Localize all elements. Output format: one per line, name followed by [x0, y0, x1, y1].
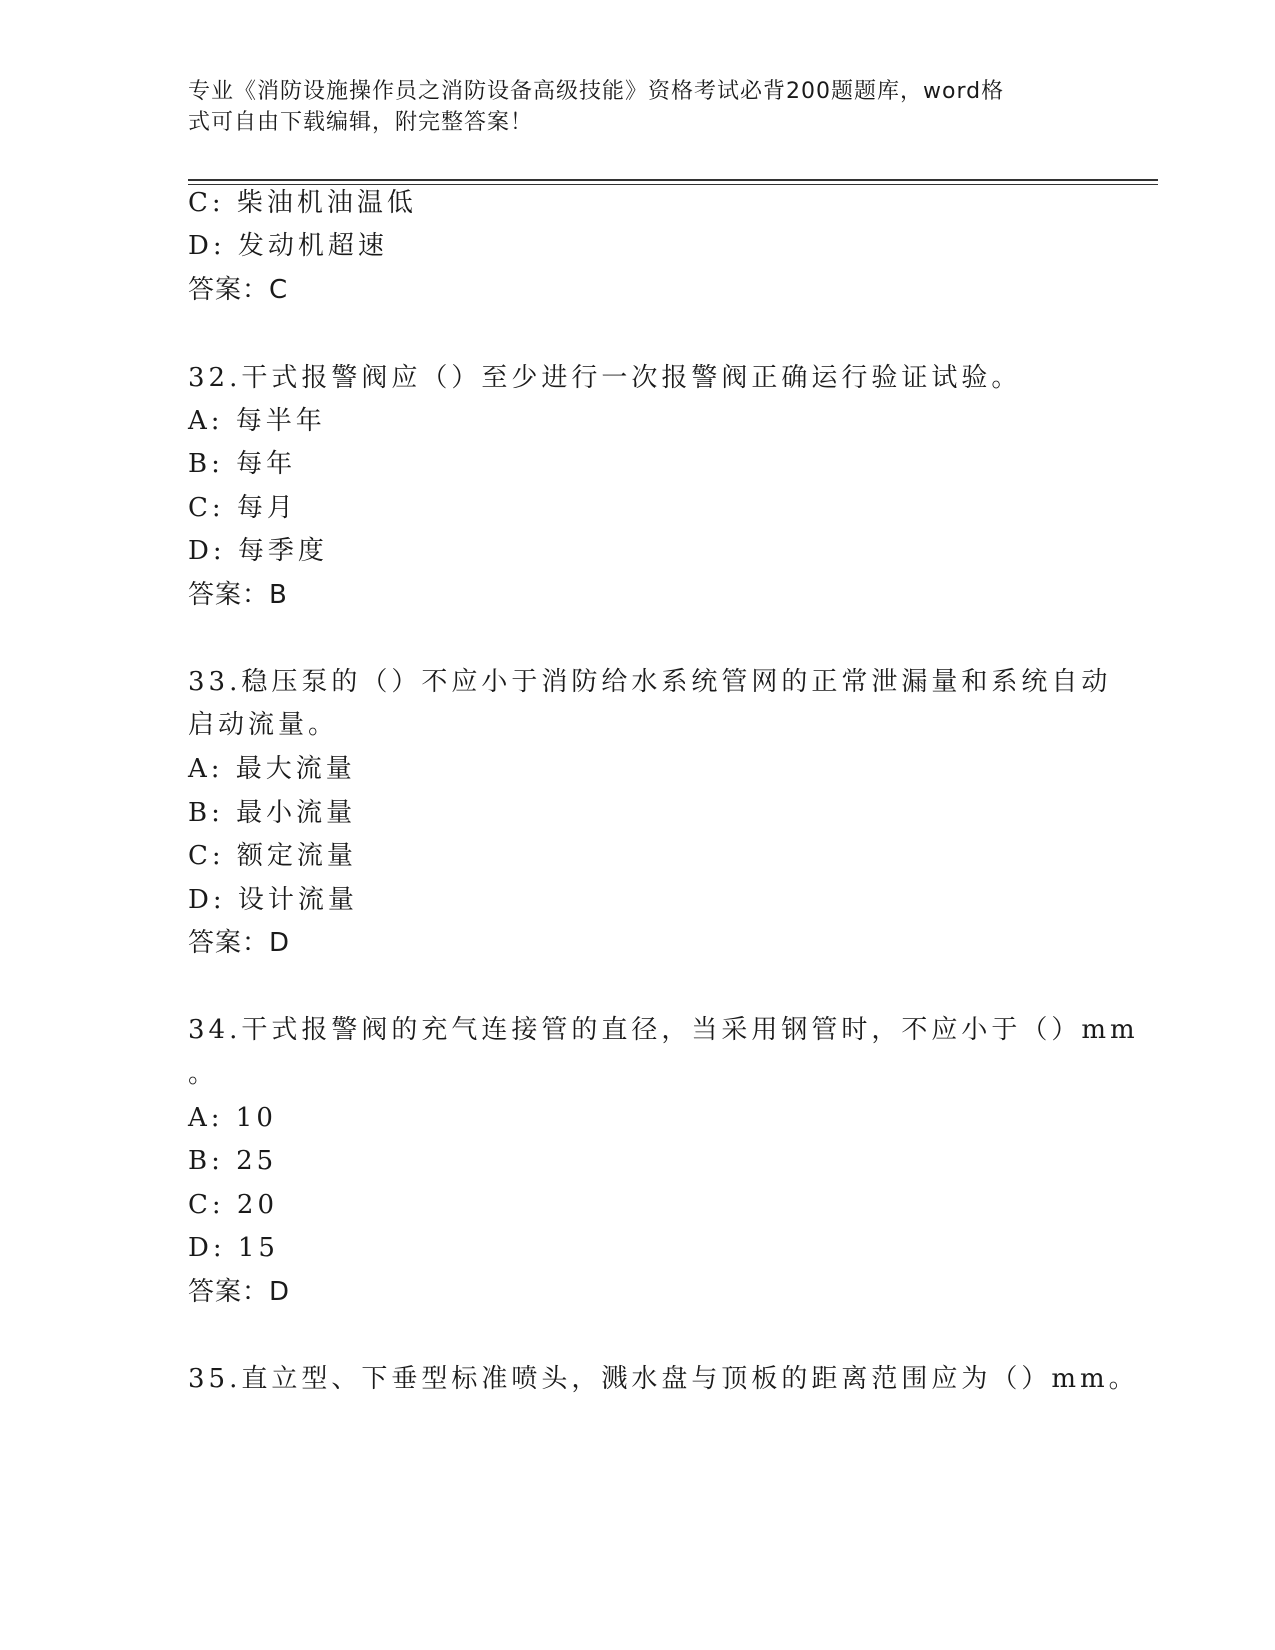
header-divider: [188, 179, 1158, 181]
prev-option-c: C: 柴油机油温低: [188, 188, 417, 218]
question-32-option-c: C: 每月: [188, 493, 297, 523]
question-33-option-d: D: 设计流量: [188, 885, 358, 915]
question-33-stem-line-1: 33.稳压泵的（）不应小于消防给水系统管网的正常泄漏量和系统自动: [188, 667, 1112, 697]
question-32-option-d: D: 每季度: [188, 536, 328, 566]
question-34-option-c: C: 20: [188, 1190, 279, 1220]
prev-option-d: D: 发动机超速: [188, 231, 388, 261]
question-32-stem: 32.干式报警阀应（）至少进行一次报警阀正确运行验证试验。: [188, 363, 1022, 393]
question-34-option-a: A: 10: [188, 1103, 277, 1133]
question-34-stem-line-2: 。: [188, 1059, 219, 1089]
question-34-stem-line-1: 34.干式报警阀的充气连接管的直径，当采用钢管时，不应小于（）mm: [188, 1015, 1139, 1045]
header-line-2: 式可自由下载编辑，附完整答案！: [188, 110, 534, 135]
question-34-answer: 答案：D: [188, 1277, 291, 1307]
question-32-option-a: A: 每半年: [188, 406, 326, 436]
question-33-option-c: C: 额定流量: [188, 841, 357, 871]
header-line-1: 专业《消防设施操作员之消防设备高级技能》资格考试必背200题题库，word格: [188, 79, 1005, 104]
question-33-option-b: B: 最小流量: [188, 798, 357, 828]
question-32-answer: 答案：B: [188, 580, 288, 610]
document-header: [188, 76, 1088, 138]
question-34-option-d: D: 15: [188, 1233, 279, 1263]
question-32-option-b: B: 每年: [188, 449, 297, 479]
question-35-stem: 35.直立型、下垂型标准喷头，溅水盘与顶板的距离范围应为（）mm。: [188, 1364, 1139, 1394]
question-34-option-b: B: 25: [188, 1146, 278, 1176]
question-33-answer: 答案：D: [188, 928, 291, 958]
question-33-stem-line-2: 启动流量。: [188, 710, 339, 740]
header-divider-thin: [188, 184, 1158, 185]
question-33-option-a: A: 最大流量: [188, 754, 356, 784]
prev-answer: 答案：C: [188, 275, 289, 305]
